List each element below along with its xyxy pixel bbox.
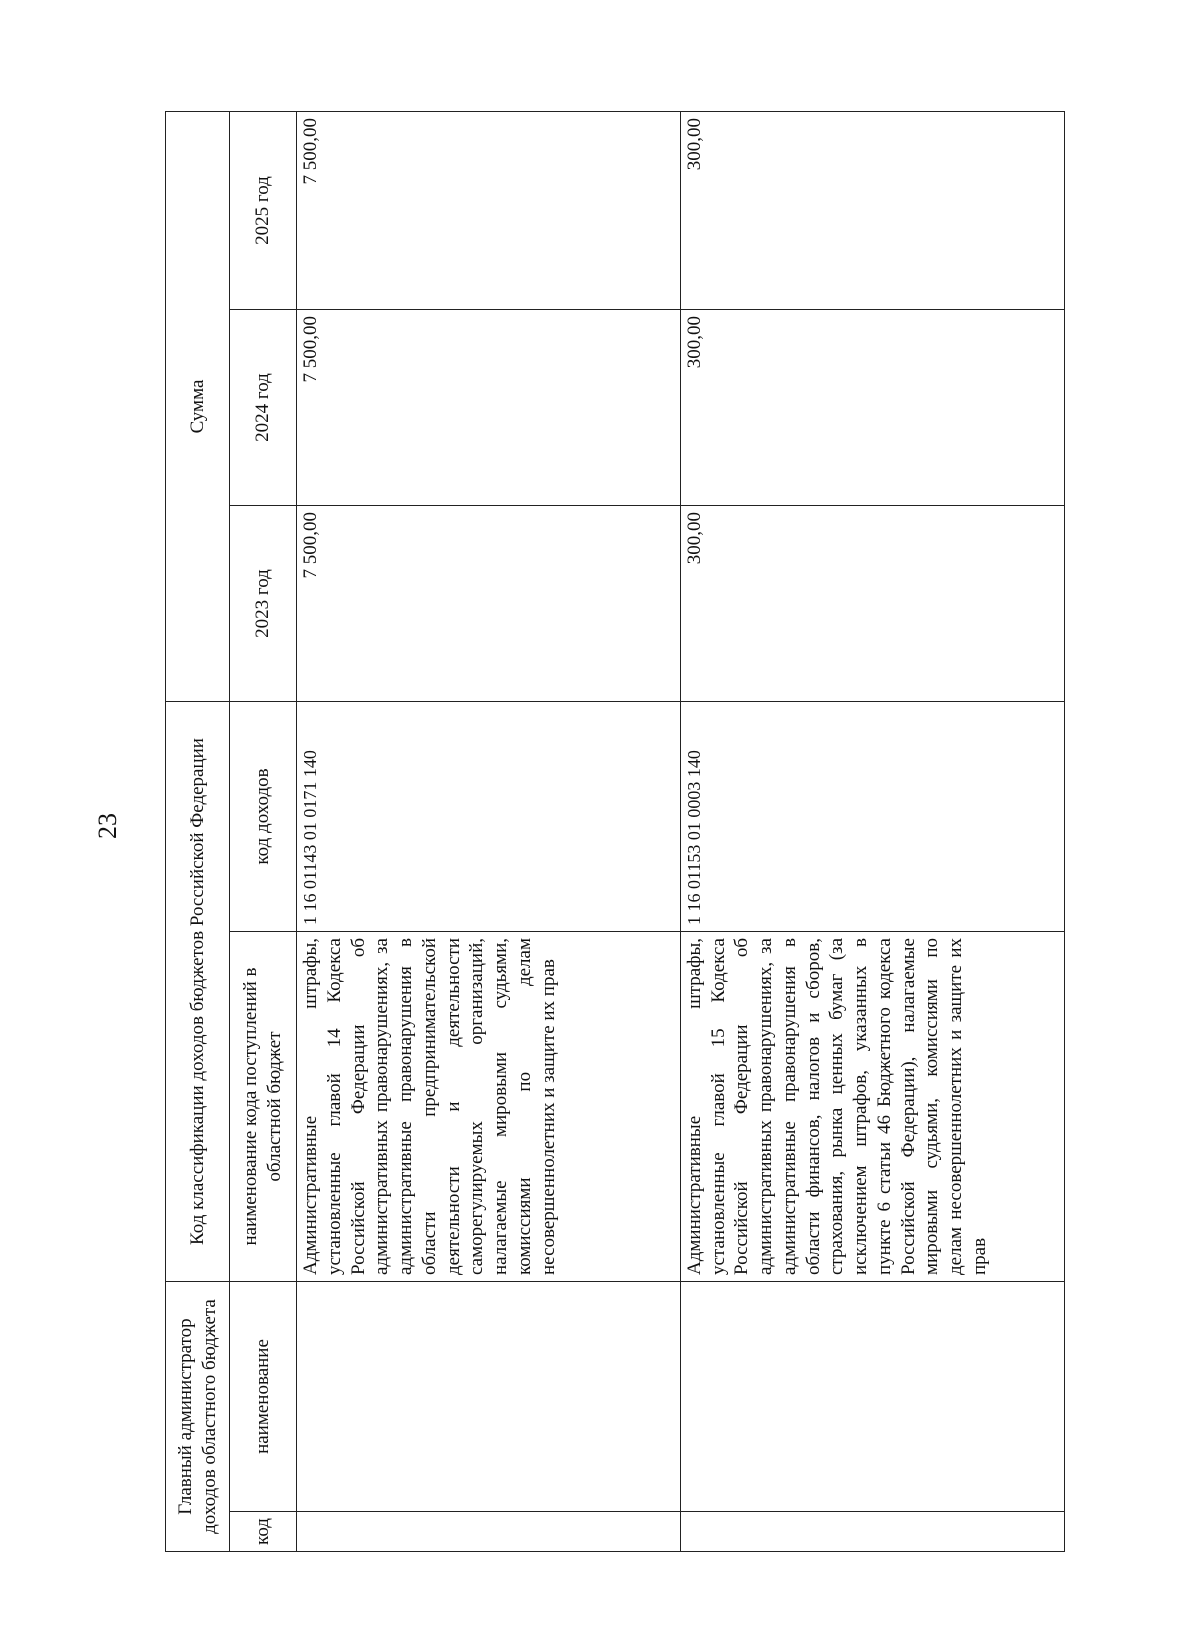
name-column-header: наименование <box>230 1282 297 1512</box>
amount-2024-cell: 7 500,00 <box>297 310 681 506</box>
income-code-column-header: код доходов <box>230 702 297 932</box>
year-2023-header: 2023 год <box>230 506 297 702</box>
admin-code-cell <box>680 1512 1064 1552</box>
amount-2024-cell: 300,00 <box>680 310 1064 506</box>
sum-group-header: Сумма <box>166 111 230 701</box>
classification-group-header: Код классификации доходов бюджетов Российской Федерации <box>166 702 230 1282</box>
admin-group-header: Главный администратор доходов областного бюджета <box>166 1282 230 1552</box>
income-code-cell: 1 16 01153 01 0003 140 <box>680 702 1064 932</box>
amount-2025-cell: 7 500,00 <box>297 111 681 309</box>
income-name-column-header: наименование кода поступлений в областной бюджет <box>230 932 297 1282</box>
page-number: 23 <box>93 813 122 839</box>
table-row <box>297 111 681 1551</box>
budget-table <box>165 111 1065 1552</box>
code-column-header: код <box>230 1512 297 1552</box>
admin-code-cell <box>297 1512 681 1552</box>
amount-2025-cell: 300,00 <box>680 111 1064 309</box>
income-code-cell: 1 16 01143 01 0171 140 <box>297 702 681 932</box>
year-2024-header: 2024 год <box>230 310 297 506</box>
table-row <box>680 111 1064 1551</box>
header-row-2 <box>230 111 297 1551</box>
admin-name-cell <box>297 1282 681 1512</box>
income-name-cell: Административные штрафы, установленные главой 14 Кодекса Российской Федерации об административных правонарушениях, за административные правонарушения в области предпринимательской деятельности и деятельности саморегулируемых организаций, налагаемые мировыми судьями, комиссиями по делам несовершеннолетних и защите их прав <box>297 932 681 1282</box>
amount-2023-cell: 300,00 <box>680 506 1064 702</box>
header-row-1 <box>166 111 230 1551</box>
admin-name-cell <box>680 1282 1064 1512</box>
income-name-cell: Административные штрафы, установленные главой 15 Кодекса Российской Федерации об административных правонарушениях, за административные правонарушения в области финансов, налогов и сборов, страхования, рынка ценных бумаг (за исключением штрафов, указанных в пункте 6 статьи 46 Бюджетного кодекса Российской Федерации), налагаемые мировыми судьями, комиссиями по делам несовершеннолетних и защите их прав <box>680 932 1064 1282</box>
amount-2023-cell: 7 500,00 <box>297 506 681 702</box>
year-2025-header: 2025 год <box>230 111 297 309</box>
rotated-table-wrapper <box>165 112 1065 1552</box>
